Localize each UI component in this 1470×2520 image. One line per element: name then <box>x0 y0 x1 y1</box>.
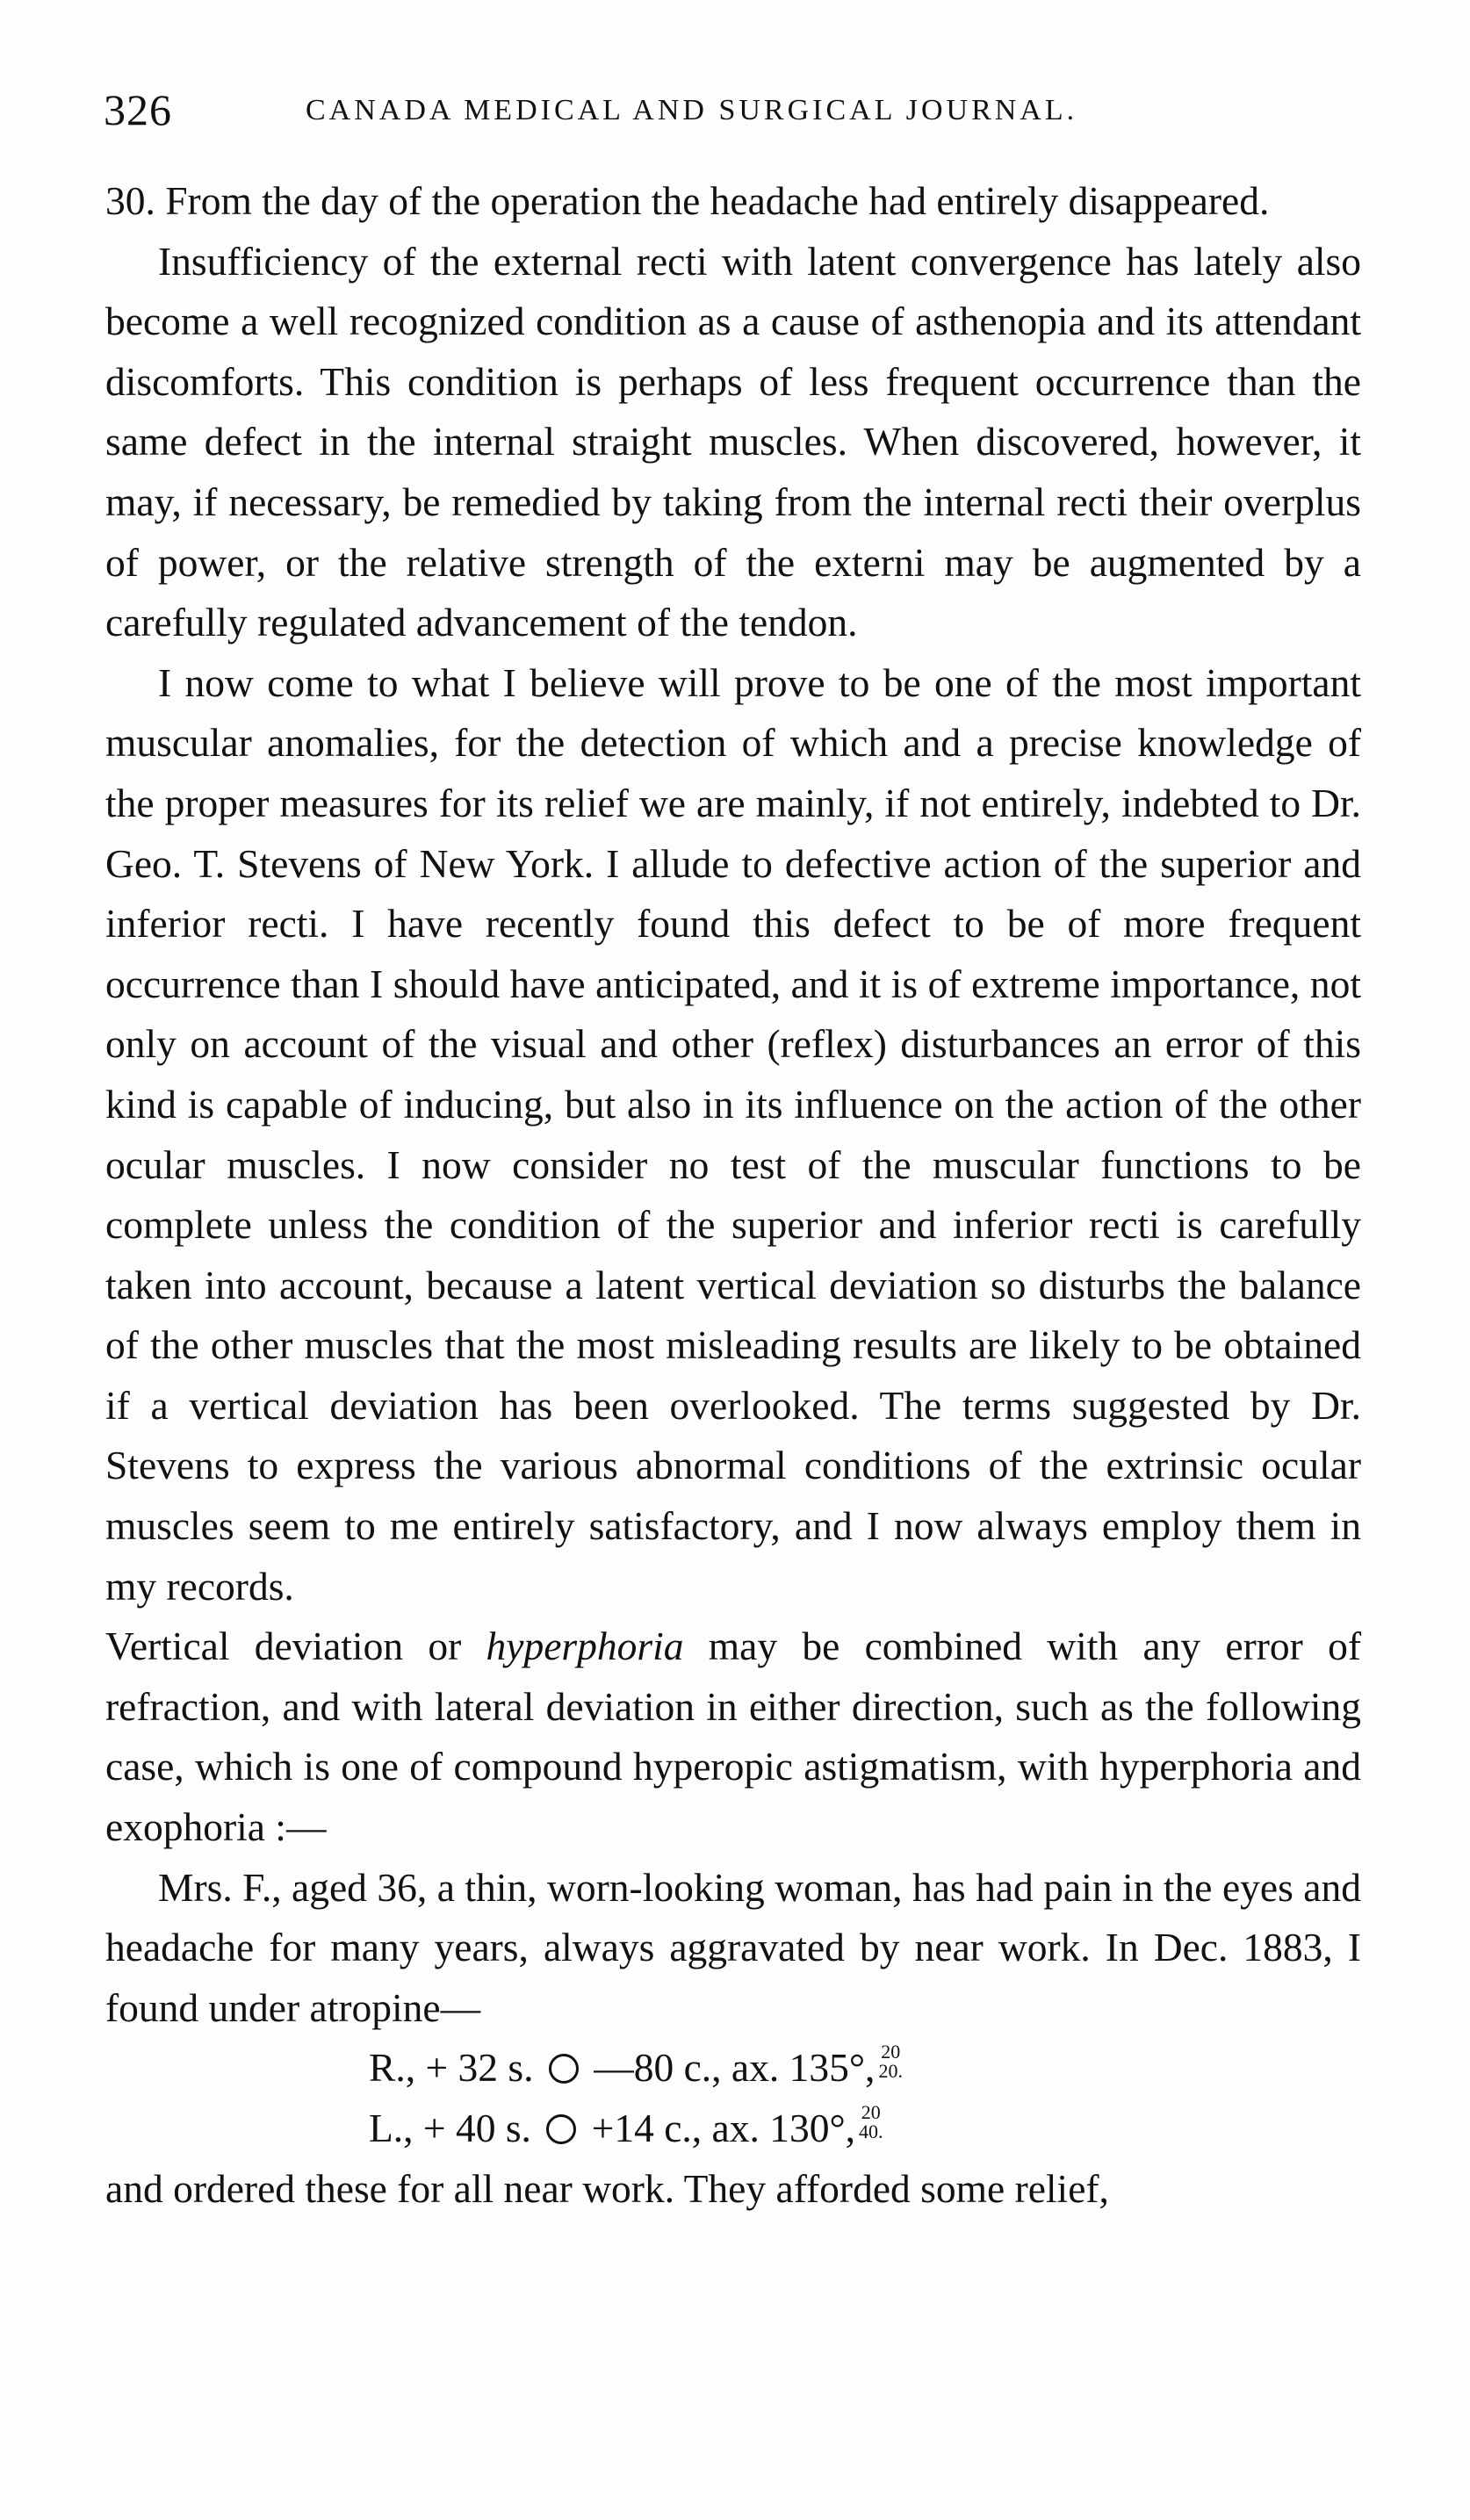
running-head: CANADA MEDICAL AND SURGICAL JOURNAL. <box>306 94 1078 126</box>
prescription-right-eye <box>105 2038 1361 2099</box>
paragraph-3: I now come to what I believe will prove to be one of the most important muscular anomalies, for the detection of which and a precise knowledge of the proper measures for its relief we are mainly, if not entirely, indebted to Dr. Geo. T. Stevens of New York. I allude to defective action of the superior and inferior recti. I have recently found this defect to be of more frequent occurrence than I should have anticipated, and it is of extreme importance, not only on account of the visual and other (reflex) disturbances an error of this kind is capable of inducing, but also in its influence on the action of the other ocular muscles. I now consider no test of the muscular functions to be complete unless the condition of the superior and inferior recti is carefully taken into account, because a latent vertical deviation so disturbs the balance of the other muscles that the most misleading results are likely to be obtained if a vertical deviation has been overlooked. The terms suggested by Dr. Stevens to express the various abnormal conditions of the extrinsic ocular muscles seem to me entirely satisfactory, and I now always employ them in my records. <box>105 659 1361 1609</box>
prescription-left-eye <box>105 2099 1361 2159</box>
acuity-fraction-l <box>859 2103 883 2142</box>
closing-line: and ordered these for all near work. They afforded some relief, <box>105 2165 1109 2211</box>
acuity-num-l: 20 <box>861 2101 881 2123</box>
acuity-den-l: 40. <box>859 2120 883 2142</box>
formula-cyl-r: —80 c., ax. 135°, <box>594 2045 876 2091</box>
para4-text-b: may be combined with any error of refraction, and with lateral deviation in either direction, such as the following case, which is one of compound hyperopic astigmatism, with hyperphoria and exophoria :— <box>105 1624 1362 1850</box>
acuity-den-r: 20. <box>878 2060 903 2083</box>
formula-eye-l: L., + 40 s. <box>369 2106 531 2150</box>
acuity-num-r: 20 <box>881 2041 901 2063</box>
paragraph-1: 30. From the day of the operation the headache had entirely disappeared. <box>105 178 1270 223</box>
case-paragraph: Mrs. F., aged 36, a thin, worn-looking woman, has had pain in the eyes and headache for many years, always aggravated by near work. In Dec. 1883, I found under atropine— <box>105 1864 1361 2030</box>
page-header <box>104 83 1377 136</box>
para4-text-a: Vertical deviation or <box>105 1624 486 1669</box>
acuity-fraction-r <box>878 2042 903 2081</box>
body-text <box>105 171 1361 2219</box>
page-number: 326 <box>104 85 172 134</box>
combined-with-icon <box>549 2054 579 2084</box>
formula-eye-r: R., + 32 s. <box>369 2045 534 2091</box>
paragraph-4 <box>105 1616 1361 1857</box>
term-hyperphoria: hyperphoria <box>486 1624 684 1669</box>
formula-cyl-l: +14 c., ax. 130°, <box>591 2106 856 2150</box>
paragraph-2: Insufficiency of the external recti with latent convergence has lately also become a well recognized condition as a cause of asthenopia and its attendant discomforts. This condition is perhaps of less frequent occurrence than the same defect in the internal straight muscles. When discovered, however, it may, if necessary, be remedied by taking from the internal recti their overplus of power, or the relative strength of the externi may be augmented by a carefully regulated advancement of the tendon. <box>105 238 1361 645</box>
combined-with-icon <box>546 2114 576 2144</box>
